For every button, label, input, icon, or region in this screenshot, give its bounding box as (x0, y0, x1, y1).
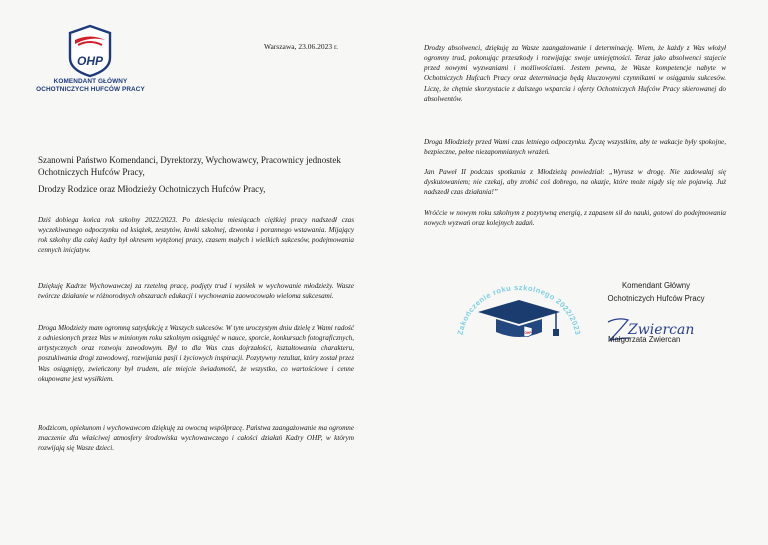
paragraph-thanks-staff: Dziękuję Kadrze Wychowawczej za rzetelną pracę, podjęty trud i wysiłek w wychowanie młodzieży. Wasze twórcze działanie w różnorodnych obszarach edukacji i wychowania zaowocowało wieloma sukcesami. (38, 282, 354, 301)
paragraph-thanks-parents: Rodzicom, opiekunom i wychowawcom dziękuję za owocną współpracę. Państwa zaangażowanie ma ogromne znaczenie dla właściwej atmosfery środowiska wychowawczego i całości działań Kadry OHP, w którym rozwijają się Wasze dzieci. (38, 424, 354, 453)
greeting-parents-youth: Drodzy Rodzice oraz Młodzieży Ochotniczych Hufców Pracy, (38, 184, 266, 194)
paragraph-quote: Jan Paweł II podczas spotkania z Młodzieżą powiedział: „Wyrusz w drogę. Nie zadowalaj się dyskutowaniem; nie czekaj, aby zrobić coś dobrego, na okazje, które może nigdy się nie pojawią. Już nadszedł czas działania!” (424, 168, 726, 197)
paragraph-summer-wishes: Droga Młodzieży przed Wami czas letniego odpoczynku. Życzę wszystkim, aby te wakacje były spokojne, bezpieczne, pełne niezapomnianych wrażeń. (424, 138, 726, 157)
signatory-title-line1: Komendant Główny (621, 281, 691, 290)
letter-date: Warszawa, 23.06.2023 r. (264, 42, 338, 51)
greeting-staff: Szanowni Państwo Komendanci, Dyrektorzy, Wychowawcy, Pracownicy jednostek Ochotniczych Hufców Pracy, (38, 155, 341, 178)
paragraph-graduates: Drodzy absolwenci, dziękuję za Wasze zaangażowanie i determinację. Wiem, że każdy z Was włożył ogromny trud, pokonując przeszkody i rozwijając swoje umiejętności. Teraz jako absolwenci stajecie przed nowymi wyzwaniami i możliwościami. Jestem pewna, że Wasze kompetencje nabyte w Ochotniczych Hufcach Pracy oraz determinacja będą kluczowymi czynnikami w osiąganiu sukcesów. Liczę, że chętnie skorzystacie z dalszego wsparcia i oferty Ochotniczych Hufców Pracy skierowanej do absolwentów. (424, 44, 726, 103)
emblem-arc-text: Zakończenie roku szkolnego 2022/2023 (455, 282, 583, 336)
paragraph-return-wishes: Wróćcie w nowym roku szkolnym z pozytywną energią, z zapasem sił do nauki, gotowi do podejmowania nowych wyzwań oraz kolejnych zadań. (424, 209, 726, 228)
logo-text: OHP (76, 54, 104, 68)
cap-badge-text: OHP (524, 331, 532, 335)
signatory-name: Małgorzata Zwiercan (608, 335, 681, 344)
paragraph-youth-success: Droga Młodzieży mam ogromną satysfakcję z Waszych sukcesów. W tym uroczystym dniu dzielę z Wami radość z odniesionych przez Was w minionym roku szkolnym osiągnięć w nauce, sporcie, konkursach fotograficznych, artystycznych oraz rozwoju zawodowym. Był to dla Was czas dojrzałości, kształtowania charakteru, poszukiwania drogi zawodowej, rozwijania pasji i życiowych inspiracji. Pozytywny rezultat, który został przez Was osiągnięty, zwieńczony był trudem, ale miejcie świadomość, że wszystko, co wartościowe i cenne okupowane jest wysiłkiem. (38, 324, 354, 383)
signatory-title-line2: Ochotniczych Hufców Pracy (607, 293, 705, 303)
graduation-cap-emblem (452, 268, 586, 352)
paragraph-school-year-end: Dziś dobiega końca rok szkolny 2022/2023. Po dziesięciu miesiącach ciężkiej pracy nadszedł czas wyczekiwanego odpoczynku od książek, zeszytów, ławki szkolnej, dzwonka i porannego wstawania. Mijający rok szkolny dla całej kadry był okresem wytężonej pracy, czasem małych i wielkich sukcesów, podejmowania cennych inicjatyw. (38, 216, 354, 255)
cap-ohp-badge-icon (524, 326, 532, 337)
signature-handwriting: Zwiercan (628, 322, 695, 338)
organization-name: KOMENDANT GŁÓWNY OCHOTNICZYCH HUFCÓW PRACY (36, 78, 145, 93)
signatory-title (596, 280, 716, 306)
ohp-logo-icon (64, 24, 116, 78)
